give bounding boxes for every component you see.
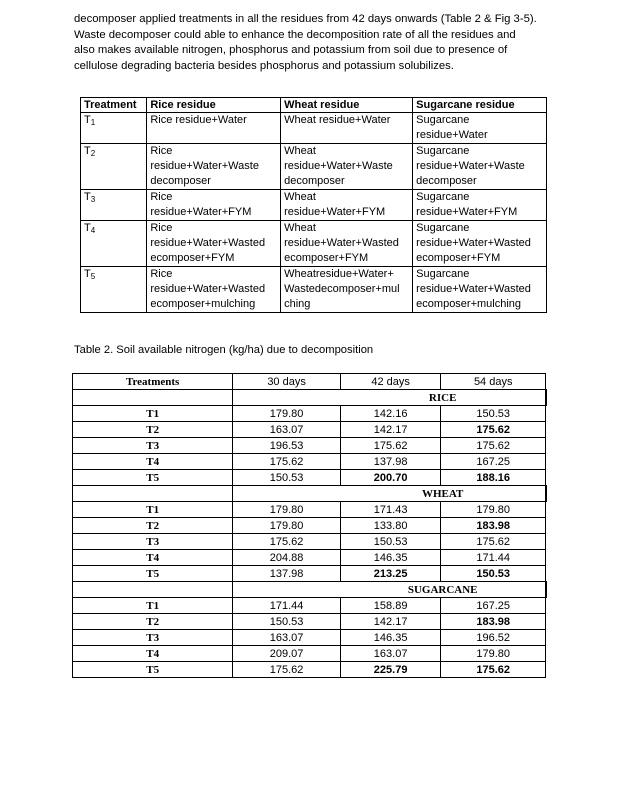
residue-cell (147, 113, 281, 144)
cell-line: ecomposer+FYM (150, 252, 235, 264)
nitrogen-table (72, 373, 547, 678)
intro-line: Waste decomposer could able to enhance the decomposition rate of all the residues and (74, 28, 516, 41)
intro-line: also makes available nitrogen, phosphorus and potassium from soil due to presence of (74, 44, 508, 57)
cell-line: Rice (150, 268, 173, 280)
cell-line: Rice (150, 145, 173, 157)
value-cell: 150.53 (340, 534, 441, 550)
empty-cell (73, 390, 233, 406)
value-cell: 163.07 (233, 630, 341, 646)
nitrogen-table-header (73, 374, 547, 390)
value-cell: 142.16 (340, 406, 441, 422)
cell-line: ecomposer+FYM (284, 252, 369, 264)
treatment-cell: T1 (73, 502, 233, 518)
treatment-label: T (84, 222, 91, 234)
value-cell: 163.07 (340, 646, 441, 662)
value-cell: 179.80 (233, 502, 341, 518)
residue-cell (413, 144, 547, 190)
cell-line: Sugarcane (416, 222, 470, 234)
value-cell: 171.44 (441, 550, 546, 566)
empty-cell (546, 390, 547, 406)
treatment-cell: T2 (73, 614, 233, 630)
cell-line: ching (284, 298, 311, 310)
value-cell: 196.53 (233, 438, 341, 454)
empty-cell (73, 486, 233, 502)
residue-cell (413, 113, 547, 144)
residue-cell (281, 113, 413, 144)
table-row (73, 598, 547, 614)
cell-line: Wheat (284, 145, 316, 157)
treatment-subscript: 3 (90, 195, 96, 204)
cell-line: residue+Water+FYM (284, 206, 386, 218)
table-row (73, 566, 547, 582)
treatment-cell: T3 (73, 534, 233, 550)
cell-line: Rice (150, 191, 173, 203)
value-cell: 179.80 (441, 502, 546, 518)
value-cell: 196.52 (441, 630, 546, 646)
cell-line: residue+Water+Waste (416, 160, 525, 172)
cell-line: Sugarcane (416, 145, 470, 157)
value-cell: 171.43 (340, 502, 441, 518)
cell-line: Sugarcane (416, 191, 470, 203)
treatment-cell: T1 (73, 406, 233, 422)
value-cell: 175.62 (441, 534, 546, 550)
header-wheat-residue: Wheat residue (281, 98, 413, 113)
table-row (73, 614, 547, 630)
treatment-cell: T4 (73, 550, 233, 566)
value-cell: 175.62 (233, 662, 341, 678)
treatment-cell (81, 221, 147, 267)
group-row (73, 390, 547, 406)
table-row (73, 534, 547, 550)
treatment-subscript: 4 (90, 226, 96, 235)
table-row (73, 518, 547, 534)
value-cell: 204.88 (233, 550, 341, 566)
value-cell: 213.25 (340, 566, 441, 582)
treatment-cell: T1 (73, 598, 233, 614)
treatment-cell: T5 (73, 566, 233, 582)
value-cell: 167.25 (441, 454, 546, 470)
residue-cell (147, 144, 281, 190)
table-row (81, 190, 547, 221)
treatment-cell: T5 (73, 662, 233, 678)
treatment-cell: T2 (73, 422, 233, 438)
treatment-cell: T5 (73, 470, 233, 486)
cell-line: residue+Water+Wasted (284, 237, 399, 249)
treatment-cell (81, 267, 147, 313)
group-label: WHEAT (340, 486, 545, 502)
value-cell: 146.35 (340, 630, 441, 646)
cell-line: residue+Water+Wasted (416, 237, 531, 249)
value-cell: 133.80 (340, 518, 441, 534)
header-30-days: 30 days (233, 374, 341, 390)
intro-line: decomposer applied treatments in all the residues from 42 days onwards (Table 2 & Fig 3-5). (74, 13, 537, 25)
cell-line: residue+Water+Wasted (150, 283, 266, 295)
residue-cell (147, 221, 281, 267)
cell-line: residue+Water (416, 129, 488, 141)
table-row (73, 422, 547, 438)
header-rice-residue: Rice residue (147, 98, 281, 113)
treatment-cell: T4 (73, 646, 233, 662)
cell-line: ecomposer+mulching (150, 298, 256, 310)
cell-line: decomposer (416, 175, 477, 187)
table-row (73, 662, 547, 678)
table-row (73, 454, 547, 470)
cell-line: ecomposer+mulching (416, 298, 522, 310)
header-42-days: 42 days (340, 374, 441, 390)
residue-cell (281, 144, 413, 190)
cell-line: residue+Water+FYM (150, 206, 252, 218)
treatments-table (80, 97, 547, 313)
value-cell: 179.80 (233, 406, 341, 422)
residue-cell (281, 221, 413, 267)
table-row (81, 267, 547, 313)
treatment-label: T (84, 191, 91, 203)
value-cell: 171.44 (233, 598, 341, 614)
cell-line: Wheatresidue+Water+ (284, 268, 394, 280)
treatment-cell (81, 144, 147, 190)
empty-cell (546, 486, 547, 502)
value-cell: 158.89 (340, 598, 441, 614)
intro-line: cellulose degrading bacteria besides phosphorus and potassium solubilizes. (74, 59, 454, 72)
value-cell: 200.70 (340, 470, 441, 486)
value-cell: 137.98 (340, 454, 441, 470)
cell-line: Wheat (284, 222, 316, 234)
table-row (73, 438, 547, 454)
cell-line: Sugarcane (416, 268, 470, 280)
residue-cell (147, 267, 281, 313)
cell-line: Wheat residue+Water (284, 114, 391, 126)
residue-cell (413, 267, 547, 313)
treatment-subscript: 1 (90, 118, 96, 127)
value-cell: 146.35 (340, 550, 441, 566)
value-cell: 179.80 (441, 646, 546, 662)
table-row (73, 630, 547, 646)
cell-line: Rice residue+Water (150, 114, 247, 126)
intro-paragraph (74, 12, 548, 74)
cell-line: residue+Water+Wasted (150, 237, 266, 249)
treatment-label: T (84, 114, 91, 126)
value-cell: 175.62 (233, 534, 341, 550)
value-cell: 188.16 (441, 470, 546, 486)
group-row (73, 486, 547, 502)
value-cell: 225.79 (340, 662, 441, 678)
value-cell: 150.53 (233, 470, 341, 486)
empty-cell (233, 582, 341, 598)
empty-cell (73, 582, 233, 598)
treatment-cell (81, 190, 147, 221)
treatment-cell: T3 (73, 438, 233, 454)
value-cell: 137.98 (233, 566, 341, 582)
treatment-cell: T4 (73, 454, 233, 470)
cell-line: Wastedecomposer+mul (284, 283, 400, 295)
value-cell: 142.17 (340, 614, 441, 630)
value-cell: 175.62 (441, 422, 546, 438)
residue-cell (281, 190, 413, 221)
table-row (81, 113, 547, 144)
value-cell: 163.07 (233, 422, 341, 438)
cell-line: Wheat (284, 191, 316, 203)
table-row (73, 502, 547, 518)
nitrogen-table-body (73, 390, 547, 678)
table-row (73, 550, 547, 566)
cell-line: Sugarcane (416, 114, 470, 126)
residue-cell (281, 267, 413, 313)
table-row (81, 221, 547, 267)
treatments-table-body (81, 113, 547, 313)
value-cell: 183.98 (441, 518, 546, 534)
value-cell: 150.53 (233, 614, 341, 630)
value-cell: 175.62 (441, 438, 546, 454)
value-cell: 142.17 (340, 422, 441, 438)
header-sugarcane-residue: Sugarcane residue (413, 98, 547, 113)
value-cell: 167.25 (441, 598, 546, 614)
treatment-label: T (84, 145, 91, 157)
cell-line: decomposer (150, 175, 211, 187)
treatment-subscript: 2 (90, 149, 96, 158)
empty-cell (233, 486, 341, 502)
header-treatment: Treatment (81, 98, 147, 113)
header-54-days: 54 days (441, 374, 546, 390)
treatment-cell: T2 (73, 518, 233, 534)
cell-line: residue+Water+Waste (284, 160, 393, 172)
empty-cell (233, 390, 341, 406)
cell-line: residue+Water+Wasted (416, 283, 531, 295)
value-cell: 175.62 (441, 662, 546, 678)
cell-line: residue+Water+Waste (150, 160, 259, 172)
value-cell: 175.62 (340, 438, 441, 454)
cell-line: decomposer (284, 175, 345, 187)
header-treatments: Treatments (73, 374, 233, 390)
value-cell: 209.07 (233, 646, 341, 662)
table-row (73, 470, 547, 486)
treatment-label: T (84, 268, 91, 280)
group-label: SUGARCANE (340, 582, 545, 598)
empty-cell (546, 582, 547, 598)
group-label: RICE (340, 390, 545, 406)
group-row (73, 582, 547, 598)
value-cell: 179.80 (233, 518, 341, 534)
cell-line: ecomposer+FYM (416, 252, 501, 264)
residue-cell (413, 190, 547, 221)
treatments-table-header (81, 98, 547, 113)
value-cell: 150.53 (441, 406, 546, 422)
treatment-cell: T3 (73, 630, 233, 646)
value-cell: 183.98 (441, 614, 546, 630)
residue-cell (413, 221, 547, 267)
table-row (73, 406, 547, 422)
table-row (73, 646, 547, 662)
cell-line: Rice (150, 222, 173, 234)
table-caption: Table 2. Soil available nitrogen (kg/ha) due to decomposition (74, 344, 374, 356)
treatment-cell (81, 113, 147, 144)
cell-line: residue+Water+FYM (416, 206, 518, 218)
value-cell: 150.53 (441, 566, 546, 582)
treatment-subscript: 5 (90, 272, 96, 281)
residue-cell (147, 190, 281, 221)
value-cell: 175.62 (233, 454, 341, 470)
table-row (81, 144, 547, 190)
